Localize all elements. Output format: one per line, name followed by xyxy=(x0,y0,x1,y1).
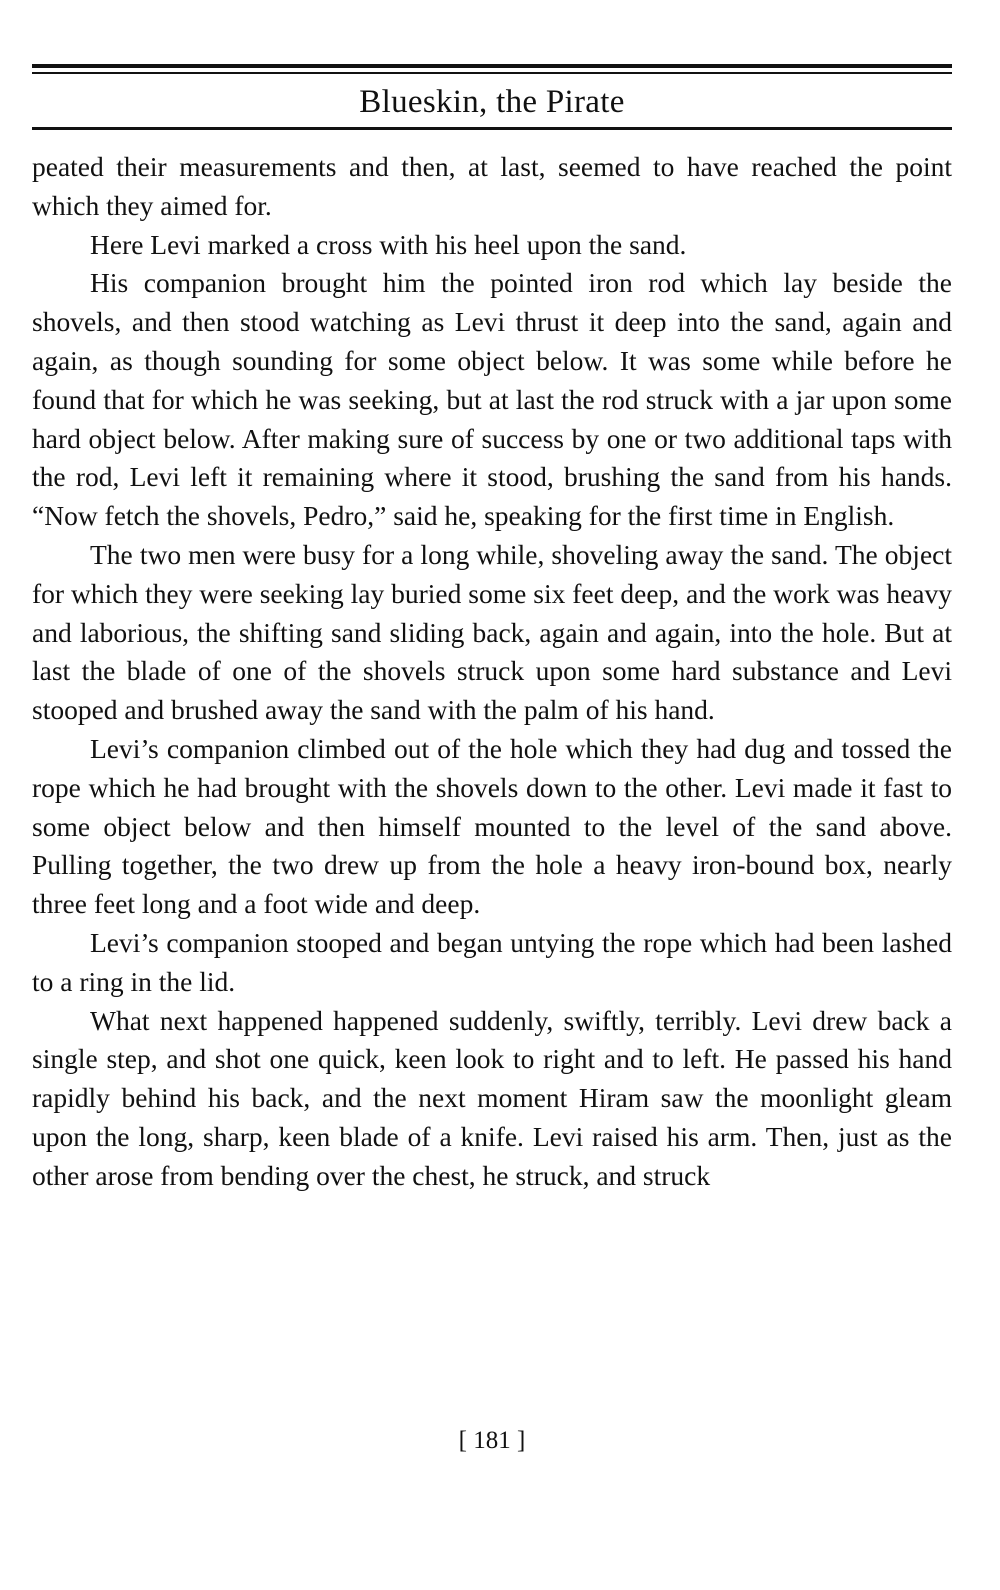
book-page xyxy=(32,0,952,1590)
header-rule xyxy=(32,127,952,130)
header-double-rule-top xyxy=(32,64,952,68)
page-number: [ 181 ] xyxy=(458,1427,526,1454)
paragraph: His companion brought him the pointed iron rod which lay beside the shovels, and then stood watching as Levi thrust it deep into the sand, again and again, as though sounding for some object below. It was some while before he found that for which he was seeking, but at last the rod struck with a jar upon some hard object below. After making sure of success by one or two additional taps with the rod, Levi left it remaining where it stood, brushing the sand from his hands. “Now fetch the shovels, Pedro,” said he, speaking for the first time in English. xyxy=(32,267,952,532)
paragraph-continued: peated their measurements and then, at last, seemed to have reached the point which they aimed for. xyxy=(32,151,952,221)
running-title: Blueskin, the Pirate xyxy=(359,84,625,120)
paragraph: The two men were busy for a long while, shoveling away the sand. The object for which they were seeking lay buried some six feet deep, and the work was heavy and laborious, the shifting sand sliding back, again and again, into the hole. But at last the blade of one of the shovels struck upon some hard substance and Levi stooped and brushed away the sand with the palm of his hand. xyxy=(32,538,952,726)
paragraph: Levi’s companion climbed out of the hole which they had dug and tossed the rope which he had brought with the shovels down to the other. Levi made it fast to some object below and then himself mounted to the level of the sand above. Pulling together, the two drew up from the hole a heavy iron-bound box, nearly three feet long and a foot wide and deep. xyxy=(32,732,952,920)
paragraph: Levi’s companion stooped and began untying the rope which had been lashed to a ring in the lid. xyxy=(32,926,952,997)
paragraph: Here Levi marked a cross with his heel upon the sand. xyxy=(90,228,687,260)
body-text xyxy=(32,148,952,1196)
paragraph: What next happened happened suddenly, swiftly, terribly. Levi drew back a single step, and shot one quick, keen look to right and to left. He passed his hand rapidly behind his back, and the next moment Hiram saw the moonlight gleam upon the long, sharp, keen blade of a knife. Levi raised his arm. Then, just as the other arose from bending over the chest, he struck, and struck xyxy=(32,1004,952,1191)
header-double-rule-bottom xyxy=(32,72,952,74)
